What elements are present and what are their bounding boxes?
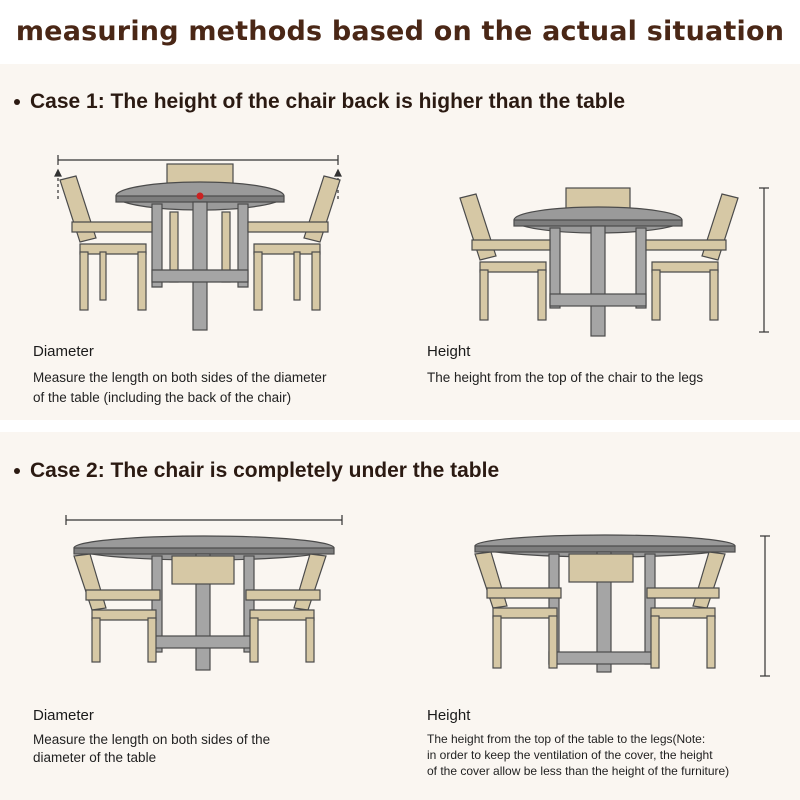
case2-height-desc-1: The height from the top of the table to the legs(Note: [427,732,706,746]
case1-diameter-label: Diameter [33,343,94,360]
case2-height-desc-3: of the cover allow be less than the height of the furniture) [427,764,730,778]
case2-diameter-desc-1: Measure the length on both sides of the [33,732,271,747]
measurement-line [66,515,342,525]
case1-diameter-illustration [40,152,370,342]
chair-back [569,554,633,582]
case2-diameter-desc-2: diameter of the table [33,750,157,765]
case2-panel [0,432,800,800]
case2-height-illustration [465,532,785,682]
case2-diameter-illustration [60,512,360,677]
chair-back [172,556,234,584]
bullet-icon [14,99,20,105]
height-measurement-line [759,188,769,332]
chair-left [475,552,561,668]
case1-heading-text: Case 1: The height of the chair back is higher than the table [30,90,626,113]
case1-diameter-desc-1: Measure the length on both sides of the diameter [33,370,327,385]
case1-height-illustration [450,184,780,344]
center-marker [197,193,204,200]
chair-left [74,554,160,662]
case2-heading-text: Case 2: The chair is completely under the table [30,459,500,482]
page-title: measuring methods based on the actual situation [15,15,785,47]
case2-diameter-label: Diameter [33,707,94,724]
case1-panel [0,64,800,420]
case2-heading [14,459,499,483]
case1-heading [14,90,625,114]
height-measurement-line [760,536,770,676]
chair-right [246,554,326,662]
case2-height-desc-2: in order to keep the ventilation of the cover, the height [427,748,713,762]
case2-height-label: Height [427,707,471,724]
case1-height-desc-1: The height from the top of the chair to the legs [427,370,704,385]
bullet-icon [14,468,20,474]
chair-right [647,552,725,668]
case1-height-label: Height [427,343,471,360]
case1-diameter-desc-2: of the table (including the back of the chair) [33,390,292,405]
